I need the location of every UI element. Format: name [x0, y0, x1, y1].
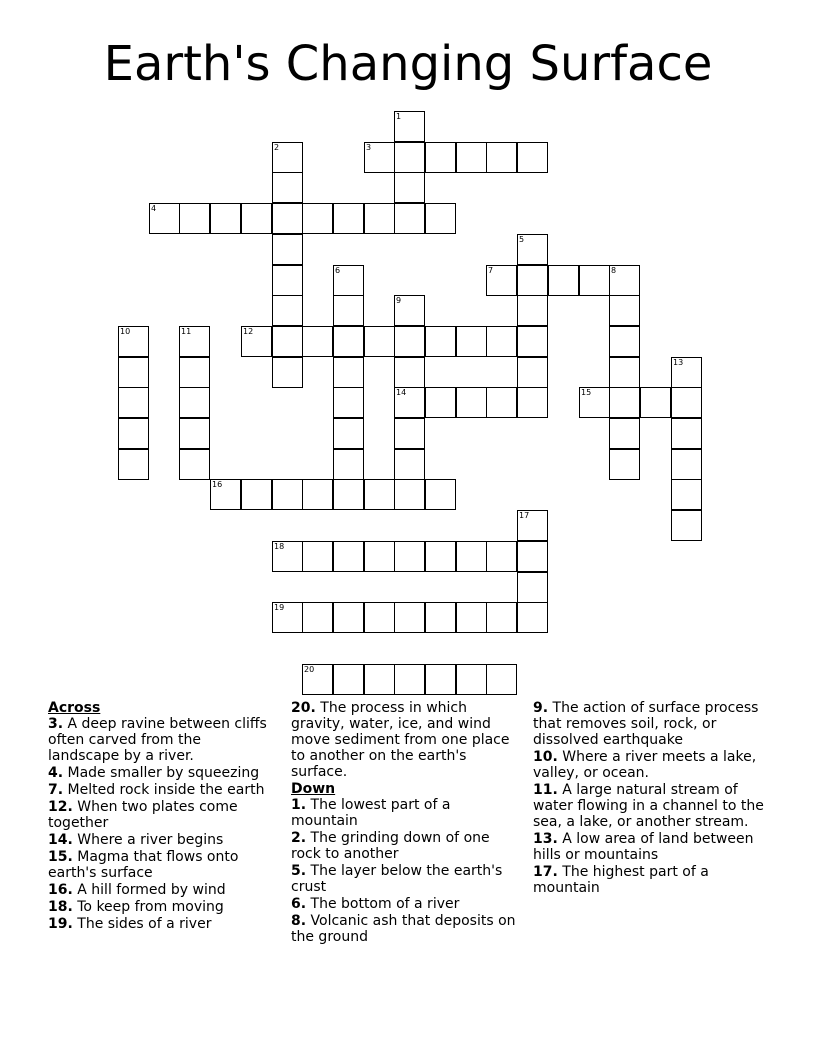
clue-item: 2. The grinding down of one rock to another — [291, 830, 490, 862]
grid-cell[interactable] — [302, 664, 333, 695]
grid-cell[interactable] — [364, 326, 395, 357]
grid-cell[interactable] — [333, 418, 364, 449]
clue-item: 10. Where a river meets a lake, valley, or ocean. — [533, 749, 757, 781]
grid-cell[interactable] — [272, 602, 303, 633]
clue-number-label: 15. — [48, 849, 73, 865]
grid-cell[interactable] — [394, 387, 425, 418]
clue-number-label: 19. — [48, 916, 73, 932]
clue-item: 3. A deep ravine between cliffs often carved from the landscape by a river. — [48, 716, 267, 764]
grid-cell[interactable] — [394, 203, 425, 234]
clue-item: 4. Made smaller by squeezing — [48, 765, 260, 781]
grid-cell[interactable] — [425, 541, 456, 572]
grid-cell[interactable] — [333, 357, 364, 388]
grid-cell[interactable] — [118, 326, 149, 357]
grid-cell[interactable] — [456, 541, 487, 572]
grid-cell[interactable] — [272, 541, 303, 572]
clues-column-1 — [48, 700, 273, 933]
grid-cell[interactable] — [609, 265, 640, 296]
grid-cell[interactable] — [671, 449, 702, 480]
clue-number-label: 7. — [48, 782, 64, 798]
grid-cell[interactable] — [425, 387, 456, 418]
clue-number: 5 — [519, 235, 525, 244]
grid-cell[interactable] — [671, 387, 702, 418]
clue-number-label: 11. — [533, 782, 558, 798]
grid-cell[interactable] — [609, 326, 640, 357]
clue-number-label: 10. — [533, 749, 558, 765]
grid-cell[interactable] — [609, 449, 640, 480]
grid-cell[interactable] — [333, 541, 364, 572]
grid-cell[interactable] — [517, 572, 548, 603]
grid-cell[interactable] — [517, 602, 548, 633]
grid-cell[interactable] — [671, 418, 702, 449]
grid-cell[interactable] — [609, 357, 640, 388]
clue-item: 16. A hill formed by wind — [48, 882, 226, 898]
grid-cell[interactable] — [333, 602, 364, 633]
clue-number-label: 13. — [533, 831, 558, 847]
clue-number: 14 — [396, 388, 407, 397]
grid-cell[interactable] — [425, 664, 456, 695]
grid-cell[interactable] — [425, 203, 456, 234]
grid-cell[interactable] — [394, 449, 425, 480]
clue-item: 18. To keep from moving — [48, 899, 224, 915]
grid-cell[interactable] — [609, 387, 640, 418]
grid-cell[interactable] — [210, 203, 241, 234]
grid-cell[interactable] — [394, 664, 425, 695]
grid-cell[interactable] — [394, 326, 425, 357]
clue-number-label: 16. — [48, 882, 73, 898]
grid-cell[interactable] — [272, 357, 303, 388]
grid-cell[interactable] — [425, 602, 456, 633]
grid-cell[interactable] — [517, 265, 548, 296]
grid-cell[interactable] — [333, 387, 364, 418]
clue-number-label: 2. — [291, 830, 307, 846]
clue-number: 10 — [120, 327, 131, 336]
clue-number: 2 — [274, 143, 280, 152]
grid-cell[interactable] — [241, 326, 272, 357]
grid-cell[interactable] — [517, 142, 548, 173]
grid-cell[interactable] — [118, 449, 149, 480]
grid-cell[interactable] — [179, 357, 210, 388]
grid-cell[interactable] — [517, 326, 548, 357]
grid-cell[interactable] — [609, 418, 640, 449]
clue-number-label: 18. — [48, 899, 73, 915]
clue-number-label: 6. — [291, 896, 307, 912]
across-clue-list — [48, 716, 273, 932]
grid-cell[interactable] — [241, 203, 272, 234]
grid-cell[interactable] — [486, 664, 517, 695]
grid-cell[interactable] — [394, 479, 425, 510]
grid-cell[interactable] — [302, 479, 333, 510]
clue-item: 11. A large natural stream of water flowing in a channel to the sea, a lake, or another stream. — [533, 782, 764, 830]
grid-cell[interactable] — [118, 418, 149, 449]
clue-number: 3 — [366, 143, 372, 152]
grid-cell[interactable] — [302, 602, 333, 633]
down-heading: Down — [291, 781, 336, 797]
grid-cell[interactable] — [425, 326, 456, 357]
clue-item: 20. The process in which gravity, water, ice, and wind move sediment from one place to another on the earth's surface. — [291, 700, 510, 780]
grid-cell[interactable] — [640, 387, 671, 418]
grid-cell[interactable] — [517, 510, 548, 541]
grid-cell[interactable] — [364, 203, 395, 234]
grid-cell[interactable] — [671, 479, 702, 510]
clue-item: 14. Where a river begins — [48, 832, 224, 848]
clue-number: 6 — [335, 266, 341, 275]
grid-cell[interactable] — [272, 203, 303, 234]
clue-number: 16 — [212, 480, 223, 489]
grid-cell[interactable] — [179, 326, 210, 357]
grid-cell[interactable] — [333, 326, 364, 357]
clue-number: 13 — [673, 358, 684, 367]
clue-item: 9. The action of surface process that removes soil, rock, or dissolved earthquake — [533, 700, 759, 748]
grid-cell[interactable] — [548, 265, 579, 296]
clue-number-label: 20. — [291, 700, 316, 716]
grid-cell[interactable] — [671, 510, 702, 541]
grid-cell[interactable] — [272, 234, 303, 265]
grid-cell[interactable] — [272, 295, 303, 326]
grid-cell[interactable] — [517, 357, 548, 388]
clue-number-label: 1. — [291, 797, 307, 813]
grid-cell[interactable] — [517, 541, 548, 572]
clue-item: 17. The highest part of a mountain — [533, 864, 709, 896]
clue-number: 4 — [151, 204, 157, 213]
grid-cell[interactable] — [302, 541, 333, 572]
clue-number: 11 — [181, 327, 192, 336]
grid-cell[interactable] — [333, 449, 364, 480]
grid-cell[interactable] — [333, 479, 364, 510]
clue-number: 19 — [274, 603, 285, 612]
grid-cell[interactable] — [394, 602, 425, 633]
grid-cell[interactable] — [394, 418, 425, 449]
clue-number-label: 17. — [533, 864, 558, 880]
grid-cell[interactable] — [425, 479, 456, 510]
grid-cell[interactable] — [456, 326, 487, 357]
grid-cell[interactable] — [149, 203, 180, 234]
grid-cell[interactable] — [272, 479, 303, 510]
grid-cell[interactable] — [394, 295, 425, 326]
clue-number: 17 — [519, 511, 530, 520]
grid-cell[interactable] — [118, 387, 149, 418]
grid-cell[interactable] — [210, 479, 241, 510]
grid-cell[interactable] — [394, 541, 425, 572]
clues-column-3 — [533, 700, 773, 897]
grid-cell[interactable] — [486, 541, 517, 572]
across-clue-list-continued — [291, 700, 521, 780]
down-clue-list-continued — [533, 700, 773, 896]
clue-item: 7. Melted rock inside the earth — [48, 782, 265, 798]
grid-cell[interactable] — [486, 326, 517, 357]
grid-cell[interactable] — [333, 265, 364, 296]
puzzle-title: Earth's Changing Surface — [103, 36, 713, 92]
grid-cell[interactable] — [364, 664, 395, 695]
grid-cell[interactable] — [272, 326, 303, 357]
clue-item: 1. The lowest part of a mountain — [291, 797, 451, 829]
clue-number: 12 — [243, 327, 254, 336]
grid-cell[interactable] — [364, 541, 395, 572]
grid-cell[interactable] — [241, 479, 272, 510]
grid-cell[interactable] — [302, 203, 333, 234]
grid-cell[interactable] — [456, 142, 487, 173]
grid-cell[interactable] — [456, 664, 487, 695]
clue-number: 1 — [396, 112, 402, 121]
clue-number: 8 — [611, 266, 617, 275]
grid-cell[interactable] — [302, 326, 333, 357]
grid-cell[interactable] — [671, 357, 702, 388]
grid-cell[interactable] — [486, 265, 517, 296]
clue-number-label: 4. — [48, 765, 64, 781]
clue-number: 20 — [304, 665, 315, 674]
grid-cell[interactable] — [486, 602, 517, 633]
clue-number-label: 8. — [291, 913, 307, 929]
grid-cell[interactable] — [333, 664, 364, 695]
grid-cell[interactable] — [425, 142, 456, 173]
across-heading: Across — [48, 700, 101, 716]
grid-cell[interactable] — [179, 449, 210, 480]
clue-number: 15 — [581, 388, 592, 397]
grid-cell[interactable] — [579, 265, 610, 296]
clue-number: 7 — [488, 266, 494, 275]
grid-cell[interactable] — [486, 142, 517, 173]
grid-cell[interactable] — [272, 142, 303, 173]
down-clue-list — [291, 797, 521, 945]
grid-cell[interactable] — [394, 172, 425, 203]
grid-cell[interactable] — [333, 295, 364, 326]
grid-cell[interactable] — [517, 387, 548, 418]
grid-cell[interactable] — [456, 602, 487, 633]
grid-cell[interactable] — [272, 172, 303, 203]
clue-item: 13. A low area of land between hills or mountains — [533, 831, 754, 863]
grid-cell[interactable] — [456, 387, 487, 418]
clue-item: 8. Volcanic ash that deposits on the ground — [291, 913, 516, 945]
clue-item: 19. The sides of a river — [48, 916, 212, 932]
grid-cell[interactable] — [609, 295, 640, 326]
grid-cell[interactable] — [364, 142, 395, 173]
grid-cell[interactable] — [179, 387, 210, 418]
clue-number-label: 3. — [48, 716, 64, 732]
grid-cell[interactable] — [486, 387, 517, 418]
grid-cell[interactable] — [272, 265, 303, 296]
grid-cell[interactable] — [333, 203, 364, 234]
grid-cell[interactable] — [394, 142, 425, 173]
grid-cell[interactable] — [179, 418, 210, 449]
grid-cell[interactable] — [364, 479, 395, 510]
clue-number: 9 — [396, 296, 402, 305]
clue-number-label: 14. — [48, 832, 73, 848]
clue-number-label: 12. — [48, 799, 73, 815]
clue-number-label: 5. — [291, 863, 307, 879]
grid-cell[interactable] — [118, 357, 149, 388]
clue-number-label: 9. — [533, 700, 549, 716]
grid-cell[interactable] — [579, 387, 610, 418]
clue-item: 6. The bottom of a river — [291, 896, 460, 912]
grid-cell[interactable] — [364, 602, 395, 633]
clues-column-2 — [291, 700, 521, 946]
grid-cell[interactable] — [394, 111, 425, 142]
grid-cell[interactable] — [517, 234, 548, 265]
grid-cell[interactable] — [517, 295, 548, 326]
clue-item: 15. Magma that flows onto earth's surface — [48, 849, 239, 881]
clue-item: 12. When two plates come together — [48, 799, 238, 831]
clue-item: 5. The layer below the earth's crust — [291, 863, 503, 895]
clue-number: 18 — [274, 542, 285, 551]
grid-cell[interactable] — [179, 203, 210, 234]
grid-cell[interactable] — [394, 357, 425, 388]
